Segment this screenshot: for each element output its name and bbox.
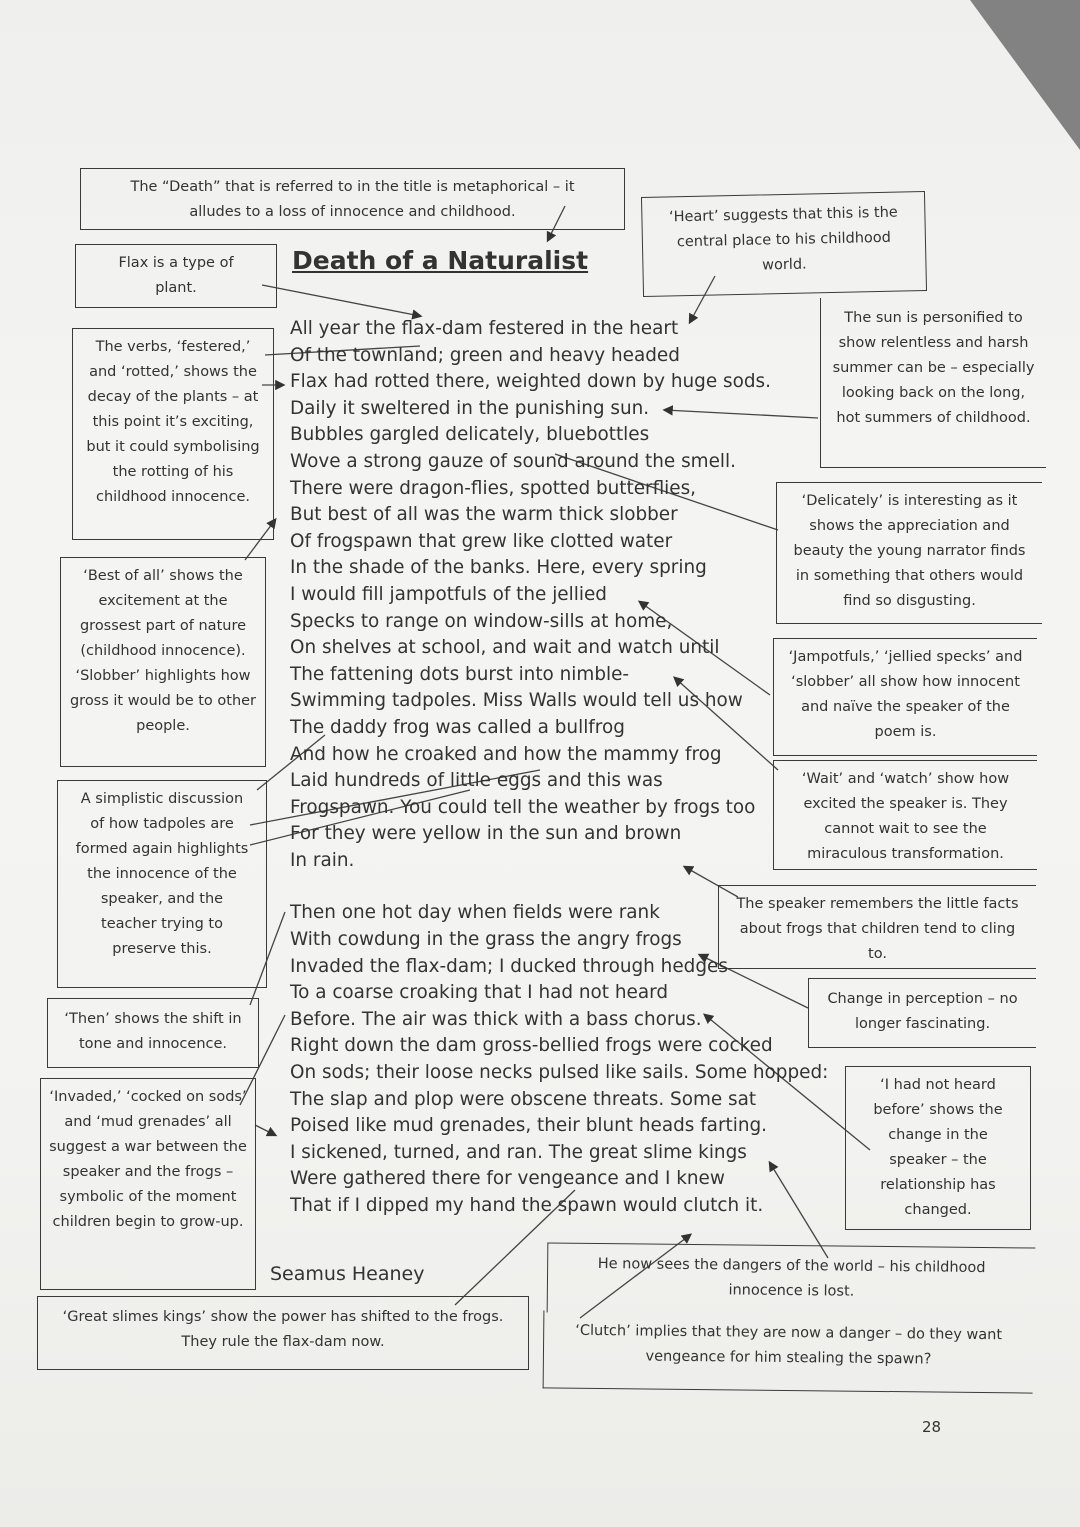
note-perception: Change in perception – no longer fascinating. bbox=[808, 978, 1036, 1048]
poem-line: There were dragon-flies, spotted butterflies, bbox=[290, 477, 697, 499]
poem-line: To a coarse croaking that I had not heard bbox=[290, 982, 669, 1004]
poem-line: That if I dipped my hand the spawn would clutch it. bbox=[290, 1195, 764, 1216]
poem-line: But best of all was the warm thick slobber bbox=[290, 504, 678, 526]
poem-line: Bubbles gargled delicately, bluebottles bbox=[290, 424, 650, 446]
poem-line: Of frogspawn that grew like clotted water bbox=[290, 530, 673, 552]
poem-line: Poised like mud grenades, their blunt heads farting. bbox=[290, 1115, 767, 1137]
note-jampotfuls: ‘Jampotfuls,’ ‘jellied specks’ and ‘slobber’ all show how innocent and naïve the speaker of the poem is. bbox=[773, 638, 1037, 756]
poem-line: In the shade of the banks. Here, every spring bbox=[290, 557, 707, 579]
note-death-title: The “Death” that is referred to in the title is metaphorical – it alludes to a loss of innocence and childhood. bbox=[80, 168, 625, 230]
note-wait-watch: ‘Wait’ and ‘watch’ show how excited the speaker is. They cannot wait to see the miraculous transformation. bbox=[773, 760, 1037, 870]
note-heart: ‘Heart’ suggests that this is the central place to his childhood world. bbox=[641, 191, 927, 297]
note-best-of-all: ‘Best of all’ shows the excitement at the grossest part of nature (childhood innocence). ‘Slobber’ highlights how gross it would be to other people. bbox=[60, 557, 266, 767]
poem-line: The slap and plop were obscene threats. Some sat bbox=[290, 1088, 757, 1110]
poem-line: Before. The air was thick with a bass chorus. bbox=[290, 1008, 702, 1030]
note-simplistic: A simplistic discussion of how tadpoles are formed again highlights the innocence of the speaker, and the teacher trying to preserve this. bbox=[57, 780, 267, 988]
poem-line: I sickened, turned, and ran. The great slime kings bbox=[290, 1141, 747, 1163]
poem-line: Were gathered there for vengeance and I knew bbox=[290, 1168, 725, 1190]
poem-line: On shelves at school, and wait and watch until bbox=[290, 637, 720, 659]
page-number: 28 bbox=[922, 1418, 942, 1436]
poem-line: Of the townland; green and heavy headed bbox=[290, 344, 680, 366]
note-little-facts: The speaker remembers the little facts about frogs that children tend to cling to. bbox=[718, 885, 1036, 969]
poem-line: Laid hundreds of little eggs and this was bbox=[290, 770, 663, 792]
note-flax: Flax is a type of plant. bbox=[75, 244, 277, 308]
note-clutch: ‘Clutch’ implies that they are now a danger – do they want vengeance for him stealing the spawn? bbox=[543, 1310, 1034, 1393]
poem-line: The fattening dots burst into nimble- bbox=[290, 663, 630, 685]
poem-text bbox=[280, 316, 829, 1220]
poem-line: Then one hot day when fields were rank bbox=[290, 902, 660, 924]
poem-author: Seamus Heaney bbox=[270, 1263, 425, 1285]
arrow-invaded-2 bbox=[255, 1125, 275, 1135]
poem-line: Daily it sweltered in the punishing sun. bbox=[290, 397, 650, 419]
note-delicately: ‘Delicately’ is interesting as it shows the appreciation and beauty the young narrator finds in something that others would find so disgusting. bbox=[776, 482, 1042, 624]
stanza-break bbox=[280, 874, 815, 900]
poem-line: Frogspawn. You could tell the weather by frogs too bbox=[290, 796, 756, 818]
poem-line: And how he croaked and how the mammy frog bbox=[290, 743, 722, 765]
poem-line: Right down the dam gross-bellied frogs were cocked bbox=[290, 1035, 773, 1057]
note-slime-kings: ‘Great slimes kings’ show the power has shifted to the frogs. They rule the flax-dam now. bbox=[37, 1296, 529, 1370]
poem-line: Swimming tadpoles. Miss Walls would tell us how bbox=[290, 690, 743, 712]
poem-line: For they were yellow in the sun and brown bbox=[290, 823, 682, 845]
poem-line: I would fill jampotfuls of the jellied bbox=[290, 583, 607, 605]
poem-line: On sods; their loose necks pulsed like sails. Some hopped: bbox=[290, 1062, 829, 1084]
poem-title: Death of a Naturalist bbox=[292, 246, 589, 275]
note-verbs: The verbs, ‘festered,’ and ‘rotted,’ shows the decay of the plants – at this point it’s exciting, but it could symbolising the rotting of his childhood innocence. bbox=[72, 328, 274, 540]
poem-line: Specks to range on window-sills at home, bbox=[290, 610, 673, 632]
note-not-heard: ‘I had not heard before’ shows the change in the speaker – the relationship has changed. bbox=[845, 1066, 1031, 1230]
poem-line: The daddy frog was called a bullfrog bbox=[290, 716, 625, 738]
note-then: ‘Then’ shows the shift in tone and innocence. bbox=[47, 998, 259, 1068]
poem-line: Invaded the flax-dam; I ducked through hedges bbox=[290, 955, 728, 977]
poem-line: In rain. bbox=[290, 849, 355, 871]
poem-line: With cowdung in the grass the angry frogs bbox=[290, 929, 682, 951]
note-invaded: ‘Invaded,’ ‘cocked on sods’ and ‘mud grenades’ all suggest a war between the speaker and the frogs – symbolic of the moment children begin to grow-up. bbox=[40, 1078, 256, 1290]
note-dangers: He now sees the dangers of the world – his childhood innocence is lost. bbox=[547, 1242, 1036, 1317]
note-sun: The sun is personified to show relentless and harsh summer can be – especially looking back on the long, hot summers of childhood. bbox=[820, 298, 1046, 468]
poem-line: All year the flax-dam festered in the heart bbox=[290, 318, 679, 339]
poem-line: Flax had rotted there, weighted down by huge sods. bbox=[290, 371, 771, 393]
arrow-flax bbox=[262, 285, 420, 316]
poem-line: Wove a strong gauze of sound around the smell. bbox=[290, 450, 736, 472]
